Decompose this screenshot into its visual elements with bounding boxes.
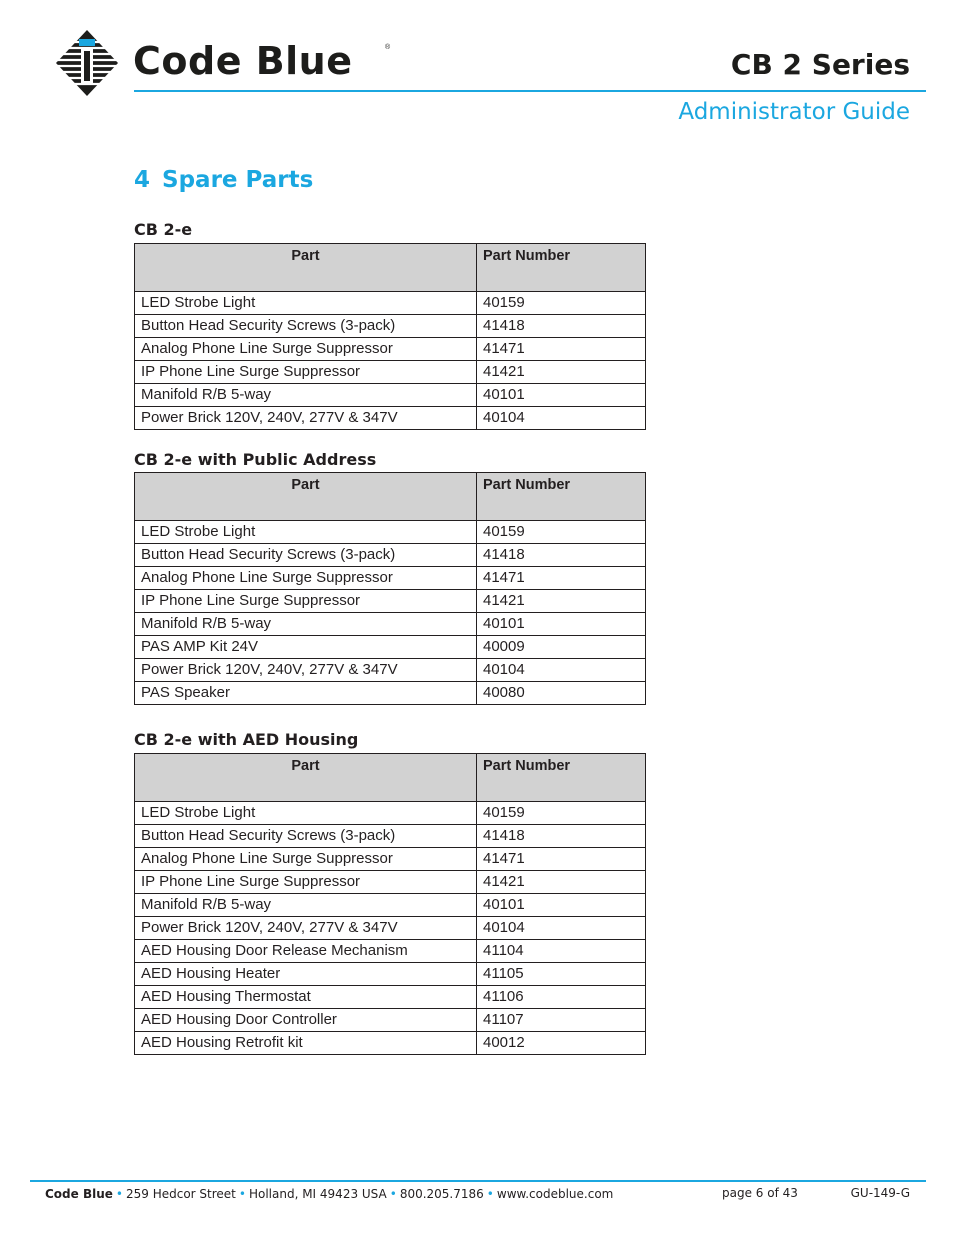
section-title: Spare Parts bbox=[162, 167, 314, 193]
part-number-cell: 40101 bbox=[477, 894, 646, 917]
part-number-cell: 41418 bbox=[477, 315, 646, 338]
part-name-cell: LED Strobe Light bbox=[135, 521, 477, 544]
parts-table-cb2e-aed-housing bbox=[134, 753, 646, 1055]
part-name-cell: Power Brick 120V, 240V, 277V & 347V bbox=[135, 407, 477, 430]
part-name-cell: LED Strobe Light bbox=[135, 292, 477, 315]
part-name-cell: Analog Phone Line Surge Suppressor bbox=[135, 338, 477, 361]
part-name-cell: AED Housing Retrofit kit bbox=[135, 1032, 477, 1055]
footer-phone: 800.205.7186 bbox=[399, 1187, 484, 1201]
part-name-cell: Button Head Security Screws (3-pack) bbox=[135, 544, 477, 567]
part-number-cell: 41418 bbox=[477, 825, 646, 848]
column-header-part: Part bbox=[135, 754, 477, 802]
footer-separator: • bbox=[389, 1187, 397, 1201]
part-name-cell: IP Phone Line Surge Suppressor bbox=[135, 590, 477, 613]
table-title-cb2e: CB 2-e bbox=[134, 220, 193, 239]
table-row bbox=[135, 636, 646, 659]
part-name-cell: Analog Phone Line Surge Suppressor bbox=[135, 567, 477, 590]
page-number: page 6 of 43 bbox=[722, 1186, 798, 1200]
part-number-cell: 40104 bbox=[477, 659, 646, 682]
table-row bbox=[135, 986, 646, 1009]
series-title: CB 2 Series bbox=[730, 48, 910, 81]
table-row bbox=[135, 802, 646, 825]
footer-separator: • bbox=[115, 1187, 123, 1201]
part-name-cell: Power Brick 120V, 240V, 277V & 347V bbox=[135, 917, 477, 940]
footer-website[interactable]: www.codeblue.com bbox=[496, 1187, 614, 1201]
footer-separator: • bbox=[238, 1187, 246, 1201]
part-name-cell: Power Brick 120V, 240V, 277V & 347V bbox=[135, 659, 477, 682]
table-row bbox=[135, 871, 646, 894]
column-header-part: Part bbox=[135, 473, 477, 521]
section-heading bbox=[134, 165, 313, 195]
table-row bbox=[135, 590, 646, 613]
part-name-cell: IP Phone Line Surge Suppressor bbox=[135, 361, 477, 384]
table-row bbox=[135, 384, 646, 407]
table-row bbox=[135, 613, 646, 636]
part-number-cell: 41421 bbox=[477, 590, 646, 613]
part-number-cell: 41421 bbox=[477, 361, 646, 384]
part-name-cell: AED Housing Thermostat bbox=[135, 986, 477, 1009]
part-name-cell: Analog Phone Line Surge Suppressor bbox=[135, 848, 477, 871]
column-header-part-number: Part Number bbox=[477, 473, 646, 521]
table-row bbox=[135, 521, 646, 544]
parts-table-cb2e-public-address bbox=[134, 472, 646, 705]
part-name-cell: LED Strobe Light bbox=[135, 802, 477, 825]
table-row bbox=[135, 361, 646, 384]
table-row bbox=[135, 292, 646, 315]
table-row bbox=[135, 659, 646, 682]
table-row bbox=[135, 682, 646, 705]
part-number-cell: 40101 bbox=[477, 613, 646, 636]
table-row bbox=[135, 917, 646, 940]
part-number-cell: 40104 bbox=[477, 917, 646, 940]
part-name-cell: PAS AMP Kit 24V bbox=[135, 636, 477, 659]
table-title-cb2e-aed-housing: CB 2-e with AED Housing bbox=[134, 730, 359, 749]
table-row bbox=[135, 963, 646, 986]
column-header-part-number: Part Number bbox=[477, 244, 646, 292]
footer-address: 259 Hedcor Street bbox=[125, 1187, 236, 1201]
part-number-cell: 41418 bbox=[477, 544, 646, 567]
table-title-cb2e-public-address: CB 2-e with Public Address bbox=[134, 450, 377, 469]
part-number-cell: 41471 bbox=[477, 567, 646, 590]
table-row bbox=[135, 567, 646, 590]
guide-title: Administrator Guide bbox=[678, 99, 910, 125]
registered-mark: ® bbox=[385, 44, 391, 51]
table-row bbox=[135, 338, 646, 361]
part-name-cell: AED Housing Heater bbox=[135, 963, 477, 986]
part-number-cell: 40009 bbox=[477, 636, 646, 659]
part-number-cell: 40159 bbox=[477, 521, 646, 544]
part-name-cell: AED Housing Door Controller bbox=[135, 1009, 477, 1032]
brand-name: Code Blue bbox=[133, 39, 353, 83]
part-number-cell: 41104 bbox=[477, 940, 646, 963]
table-row bbox=[135, 940, 646, 963]
part-number-cell: 40159 bbox=[477, 802, 646, 825]
part-name-cell: Button Head Security Screws (3-pack) bbox=[135, 315, 477, 338]
part-number-cell: 41471 bbox=[477, 338, 646, 361]
table-row bbox=[135, 825, 646, 848]
part-name-cell: PAS Speaker bbox=[135, 682, 477, 705]
column-header-part: Part bbox=[135, 244, 477, 292]
table-row bbox=[135, 894, 646, 917]
part-name-cell: Manifold R/B 5-way bbox=[135, 613, 477, 636]
part-number-cell: 41106 bbox=[477, 986, 646, 1009]
part-number-cell: 41471 bbox=[477, 848, 646, 871]
part-number-cell: 41105 bbox=[477, 963, 646, 986]
part-number-cell: 40012 bbox=[477, 1032, 646, 1055]
table-row bbox=[135, 315, 646, 338]
code-blue-emblem-icon bbox=[55, 29, 119, 97]
part-name-cell: IP Phone Line Surge Suppressor bbox=[135, 871, 477, 894]
table-header-row bbox=[135, 244, 646, 292]
table-row bbox=[135, 407, 646, 430]
part-number-cell: 40101 bbox=[477, 384, 646, 407]
part-name-cell: AED Housing Door Release Mechanism bbox=[135, 940, 477, 963]
part-name-cell: Manifold R/B 5-way bbox=[135, 384, 477, 407]
part-number-cell: 40104 bbox=[477, 407, 646, 430]
table-row bbox=[135, 1032, 646, 1055]
table-row bbox=[135, 848, 646, 871]
section-number: 4 bbox=[134, 167, 151, 193]
part-number-cell: 41107 bbox=[477, 1009, 646, 1032]
document-code: GU-149-G bbox=[850, 1186, 910, 1200]
footer-separator: • bbox=[486, 1187, 494, 1201]
table-header-row bbox=[135, 754, 646, 802]
part-number-cell: 40080 bbox=[477, 682, 646, 705]
footer-city: Holland, MI 49423 USA bbox=[248, 1187, 387, 1201]
part-name-cell: Manifold R/B 5-way bbox=[135, 894, 477, 917]
column-header-part-number: Part Number bbox=[477, 754, 646, 802]
table-row bbox=[135, 1009, 646, 1032]
header-divider bbox=[134, 90, 926, 92]
table-header-row bbox=[135, 473, 646, 521]
part-number-cell: 41421 bbox=[477, 871, 646, 894]
footer-contact bbox=[45, 1186, 613, 1202]
part-number-cell: 40159 bbox=[477, 292, 646, 315]
parts-table-cb2e bbox=[134, 243, 646, 430]
table-row bbox=[135, 544, 646, 567]
footer-divider bbox=[30, 1180, 926, 1182]
part-name-cell: Button Head Security Screws (3-pack) bbox=[135, 825, 477, 848]
brand-logo bbox=[55, 29, 395, 99]
footer-brand: Code Blue bbox=[45, 1187, 113, 1201]
